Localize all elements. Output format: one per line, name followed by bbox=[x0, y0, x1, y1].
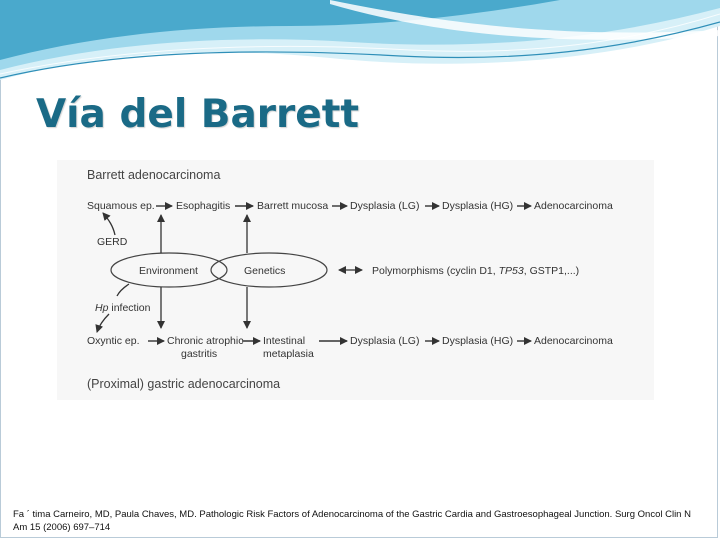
label-genetics: Genetics bbox=[244, 265, 286, 277]
label-hp-infection: Hp infection bbox=[95, 302, 151, 314]
label-intestinal: Intestinal bbox=[263, 335, 306, 347]
arrow-hp-oxyntic bbox=[117, 284, 129, 296]
label-adenocarcinoma-bottom: Adenocarcinoma bbox=[534, 335, 613, 347]
heading-proximal-gastric-adenocarcinoma: (Proximal) gastric adenocarcinoma bbox=[87, 377, 281, 391]
label-gastritis: gastritis bbox=[181, 348, 218, 360]
barrett-pathway-figure bbox=[57, 160, 654, 400]
label-barrett-mucosa: Barrett mucosa bbox=[257, 200, 329, 212]
label-dysplasia-hg-top: Dysplasia (HG) bbox=[442, 200, 514, 212]
label-dysplasia-lg-bottom: Dysplasia (LG) bbox=[350, 335, 420, 347]
label-squamous-ep: Squamous ep. bbox=[87, 200, 155, 212]
label-chronic-atrophic: Chronic atrophic bbox=[167, 335, 244, 347]
label-metaplasia: metaplasia bbox=[263, 348, 314, 360]
citation-reference: Fa ´ tima Carneiro, MD, Paula Chaves, MD. Pathologic Risk Factors of Adenocarcinoma of the Gastric Cardia and Gastroesophageal Junction. Surg Oncol Clin N Am 15 (2006) 697–714 bbox=[13, 509, 691, 533]
label-dysplasia-lg-top: Dysplasia (LG) bbox=[350, 200, 420, 212]
label-oxyntic-ep: Oxyntic ep. bbox=[87, 335, 140, 347]
label-gerd: GERD bbox=[97, 236, 128, 248]
label-esophagitis: Esophagitis bbox=[176, 200, 231, 212]
pathway-diagram bbox=[57, 160, 654, 400]
arrow-hp-to-oxyntic bbox=[97, 314, 109, 332]
slide-title: Vía del Barrett bbox=[36, 92, 360, 137]
heading-barrett-adenocarcinoma: Barrett adenocarcinoma bbox=[87, 168, 221, 182]
arrow-gerd-squamous bbox=[103, 213, 115, 235]
label-dysplasia-hg-bottom: Dysplasia (HG) bbox=[442, 335, 514, 347]
label-polymorphisms: Polymorphisms (cyclin D1, TP53, GSTP1,...) bbox=[372, 265, 580, 277]
label-adenocarcinoma-top: Adenocarcinoma bbox=[534, 200, 613, 212]
label-environment: Environment bbox=[139, 265, 198, 277]
header-wave-decoration bbox=[0, 0, 720, 90]
